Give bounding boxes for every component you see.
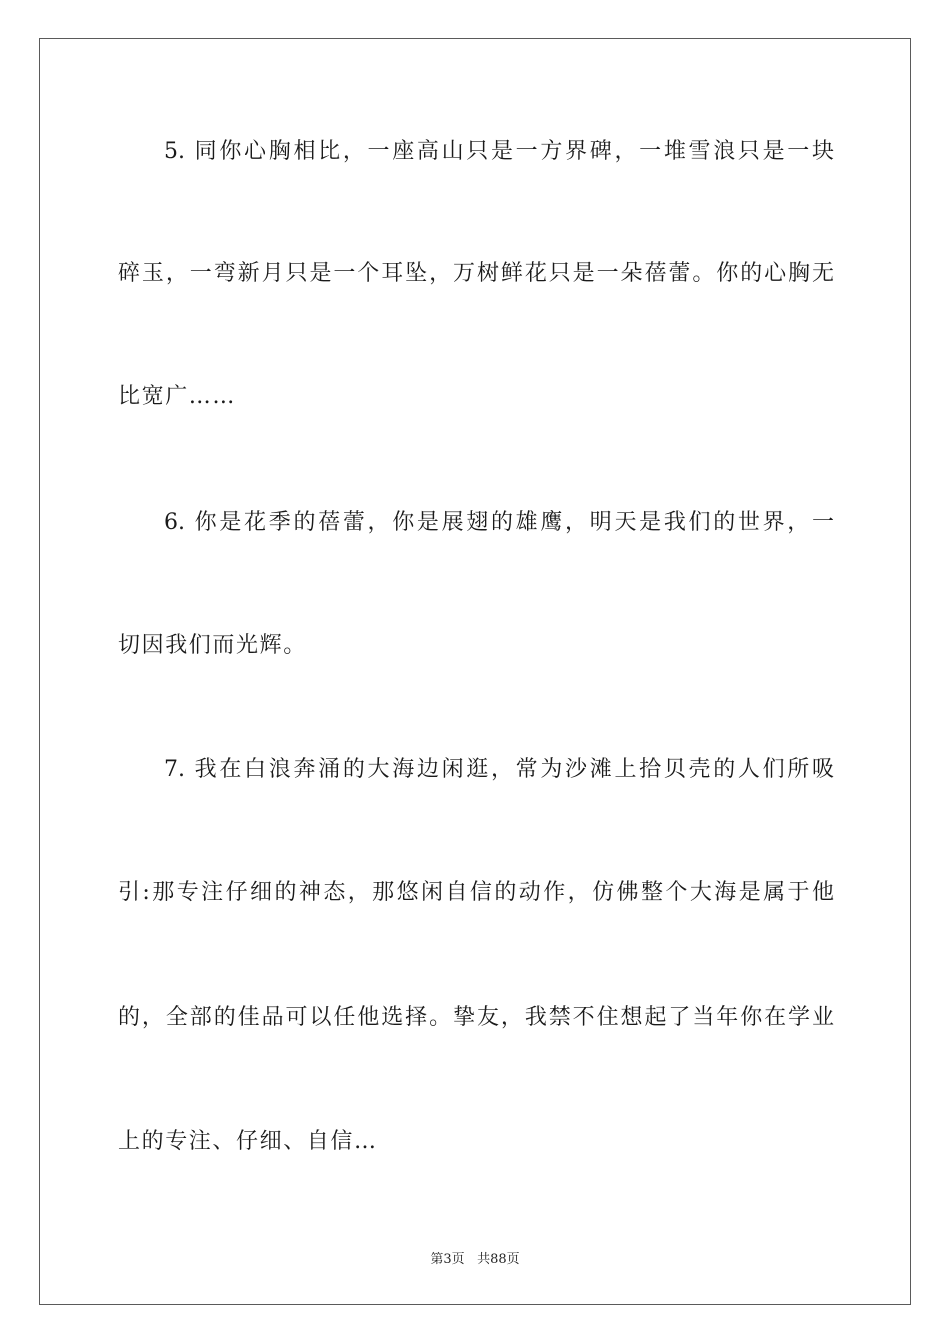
paragraph-6-line-1: 6. 你是花季的蓓蕾，你是展翅的雄鹰，明天是我们的世界，一 — [164, 510, 834, 535]
paragraph-7-line-2: 引:那专注仔细的神态，那悠闲自信的动作，仿佛整个大海是属于他 — [118, 880, 834, 905]
page-number: 第3页 — [430, 1252, 465, 1267]
paragraph-7-line-1: 7. 我在白浪奔涌的大海边闲逛，常为沙滩上拾贝壳的人们所吸 — [164, 757, 834, 782]
paragraph-7-line-3: 的，全部的佳品可以任他选择。挚友，我禁不住想起了当年你在学业 — [118, 1005, 834, 1030]
paragraph-5-line-1: 5. 同你心胸相比，一座高山只是一方界碑，一堆雪浪只是一块 — [164, 139, 834, 164]
paragraph-6-line-2: 切因我们而光辉。 — [118, 633, 307, 658]
paragraph-5-line-3: 比宽广…… — [118, 384, 237, 409]
page-border — [39, 38, 911, 1305]
page-total: 共88页 — [477, 1252, 520, 1267]
paragraph-7-line-4: 上的专注、仔细、自信… — [118, 1129, 378, 1154]
paragraph-5-line-2: 碎玉，一弯新月只是一个耳坠，万树鲜花只是一朵蓓蕾。你的心胸无 — [118, 261, 834, 286]
page-footer — [0, 1248, 950, 1267]
